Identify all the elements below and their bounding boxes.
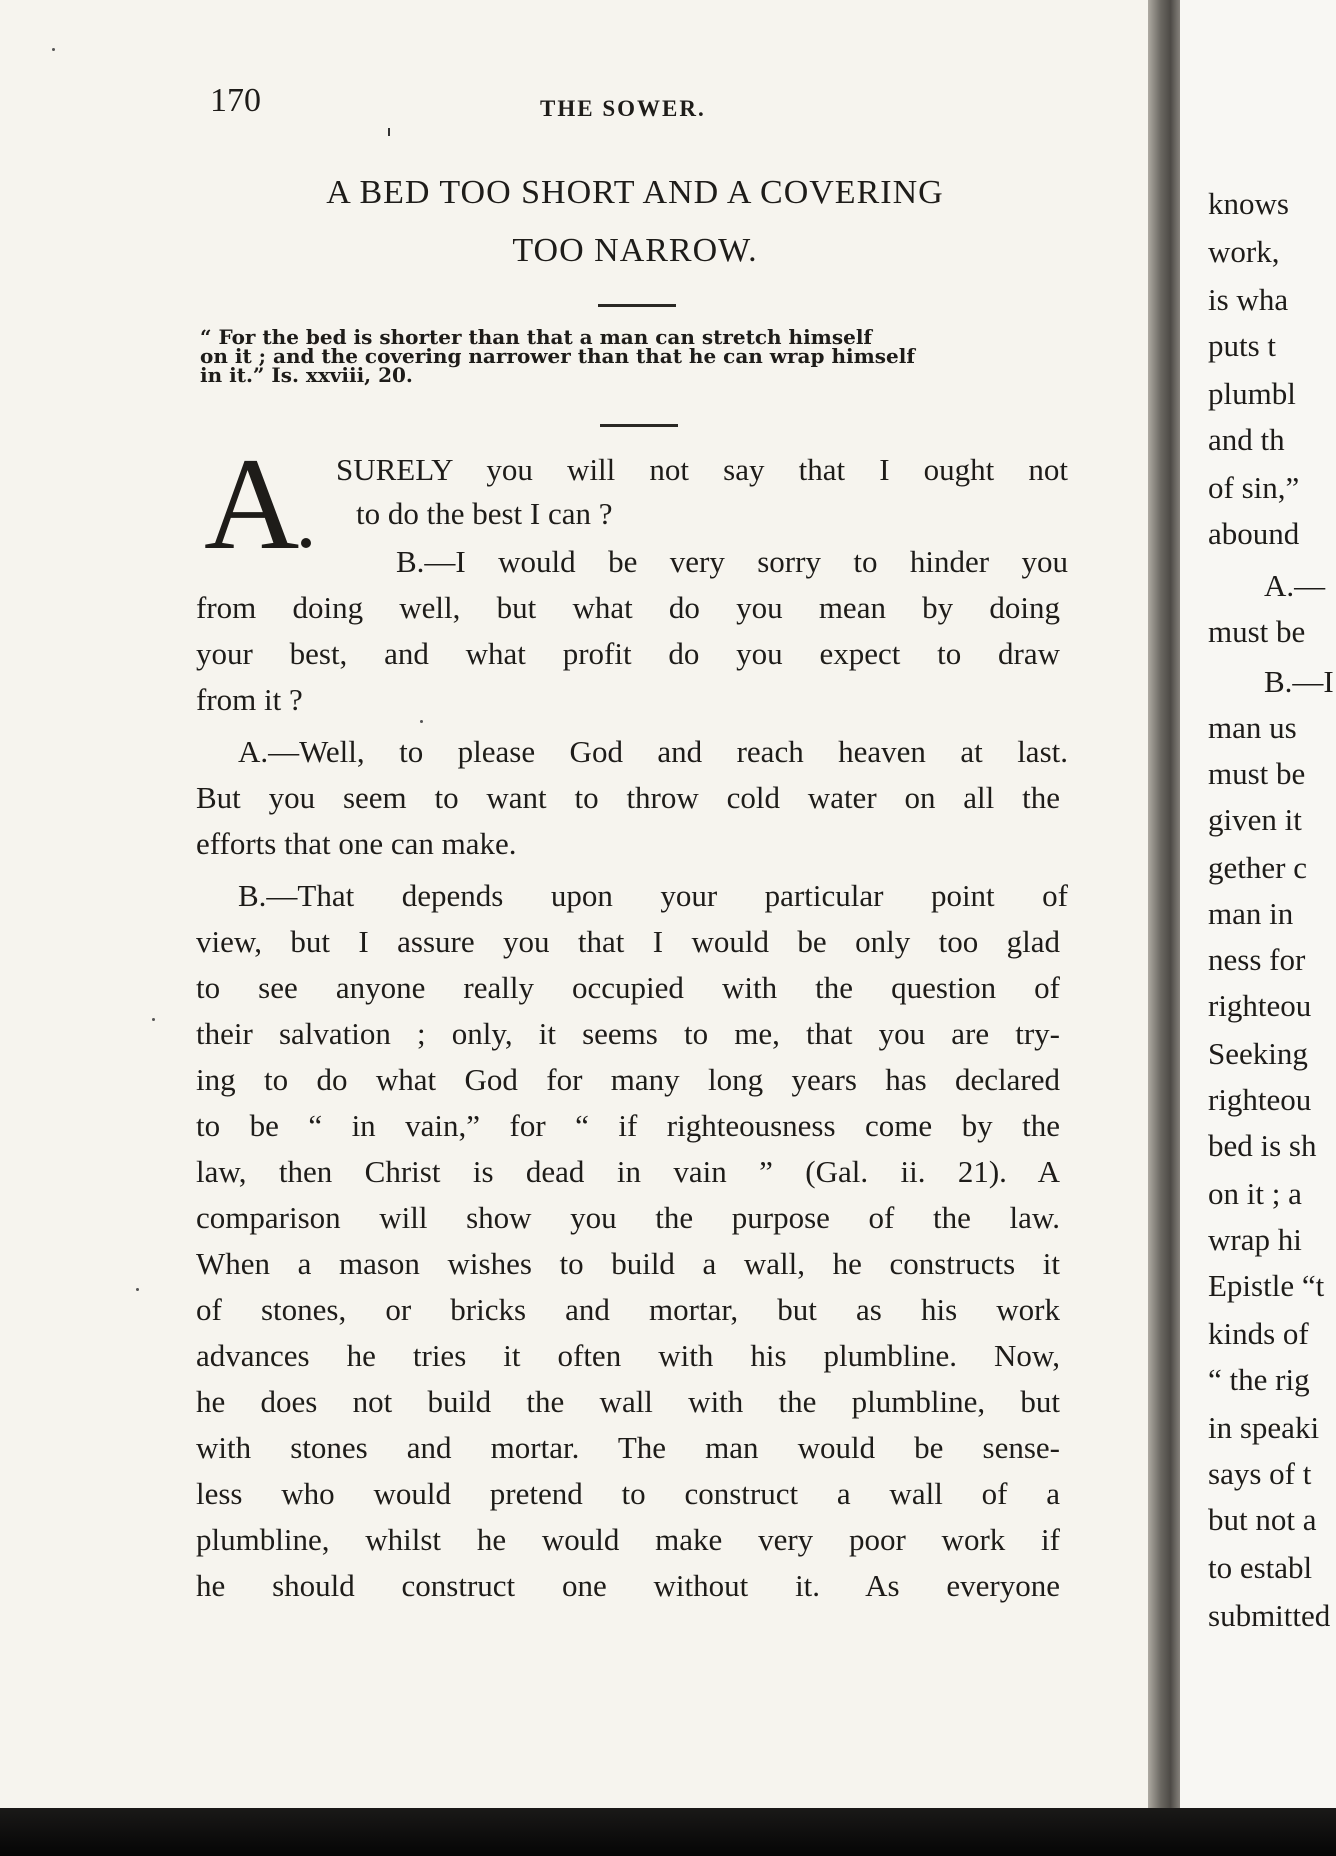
paper-speck [52,48,55,51]
body-line: But you seem to want to throw cold water on all the [196,780,1060,815]
body-line: from doing well, but what do you mean by doing [196,590,1060,625]
body-line: their salvation ; only, it seems to me, that you are try- [196,1016,1060,1051]
epigraph-line: in it.” Is. xxviii, 20. [200,363,413,387]
body-line: your best, and what profit do you expect to draw [196,636,1060,671]
body-line: with stones and mortar. The man would be sense- [196,1430,1060,1465]
right-page-line: knows [1208,186,1289,221]
body-line: B.—That depends upon your particular point of [238,878,1068,913]
epigraph-line: on it ; and the covering narrower than that he can wrap himself [200,344,915,368]
scan-bottom-edge [0,1808,1336,1856]
body-line: efforts that one can make. [196,826,517,861]
printer-mark [388,128,390,136]
body-line: to do the best I can ? [356,496,613,531]
epigraph-line: “ For the bed is shorter than that a man can stretch himself [200,325,873,349]
epigraph-divider [600,424,678,427]
body-line: less who would pretend to construct a wall of a [196,1476,1060,1511]
right-page-line: given it [1208,802,1302,837]
right-page-line: Seeking [1208,1036,1308,1071]
paper-speck [136,1288,139,1291]
body-line: plumbline, whilst he would make very poor work if [196,1522,1060,1557]
right-page-line: says of t [1208,1456,1312,1491]
right-page-line: must be [1208,614,1306,649]
body-line: he does not build the wall with the plumbline, but [196,1384,1060,1419]
right-page-line: and th [1208,422,1285,457]
right-page-line: “ the rig [1208,1362,1310,1397]
right-page-line: bed is sh [1208,1128,1317,1163]
body-line: view, but I assure you that I would be only too glad [196,924,1060,959]
page-number: 170 [210,82,261,119]
running-head: THE SOWER. [540,96,706,121]
right-page-line: righteou [1208,988,1312,1023]
article-title-line-1: A BED TOO SHORT AND A COVERING [326,174,944,211]
title-divider [598,304,676,307]
right-page-line: to establ [1208,1550,1313,1585]
epigraph [200,325,1072,387]
paper-speck [420,720,423,723]
right-page-line: abound [1208,516,1300,551]
right-page-line: plumbl [1208,376,1296,411]
body-line: from it ? [196,682,303,717]
body-line: B.—I would be very sorry to hinder you [396,544,1068,579]
right-page-line: righteou [1208,1082,1312,1117]
body-line: When a mason wishes to build a wall, he constructs it [196,1246,1060,1281]
drop-cap-period [301,538,311,548]
body-line: to be “ in vain,” for “ if righteousness come by the [196,1108,1060,1143]
right-page-line: must be [1208,756,1306,791]
body-line: to see anyone really occupied with the question of [196,970,1060,1005]
paper-speck [152,1018,155,1021]
right-page-line: man us [1208,710,1297,745]
right-page-line: is wha [1208,282,1289,317]
right-page-line: but not a [1208,1502,1317,1537]
body-line: he should construct one without it. As everyone [196,1568,1060,1603]
body-line: law, then Christ is dead in vain ” (Gal. ii. 21). A [196,1154,1060,1189]
right-page-line: A.— [1264,568,1326,603]
body-line: comparison will show you the purpose of the law. [196,1200,1060,1235]
right-page-line: man in [1208,896,1294,931]
drop-cap: A [204,430,300,577]
body-line: A.—Well, to please God and reach heaven at last. [238,734,1068,769]
right-page-line: puts t [1208,328,1277,363]
body-line: of stones, or bricks and mortar, but as his work [196,1292,1060,1327]
book-gutter [1148,0,1180,1856]
body-line: advances he tries it often with his plumbline. Now, [196,1338,1060,1373]
body-line: SURELY you will not say that I ought not [336,452,1068,487]
right-page-line: on it ; a [1208,1176,1302,1211]
right-page-line: gether c [1208,850,1307,885]
right-page-line: of sin,” [1208,470,1300,505]
right-page-line: B.—I [1264,664,1334,699]
body-line: ing to do what God for many long years has declared [196,1062,1060,1097]
article-title-line-2: TOO NARROW. [512,232,758,269]
right-page-line: work, [1208,234,1280,269]
right-page-line: in speaki [1208,1410,1320,1445]
right-page-line: kinds of [1208,1316,1309,1351]
right-page-line: ness for [1208,942,1306,977]
right-page-line: submitted [1208,1598,1331,1633]
right-page-line: wrap hi [1208,1222,1302,1257]
right-page-line: Epistle “t [1208,1268,1325,1303]
